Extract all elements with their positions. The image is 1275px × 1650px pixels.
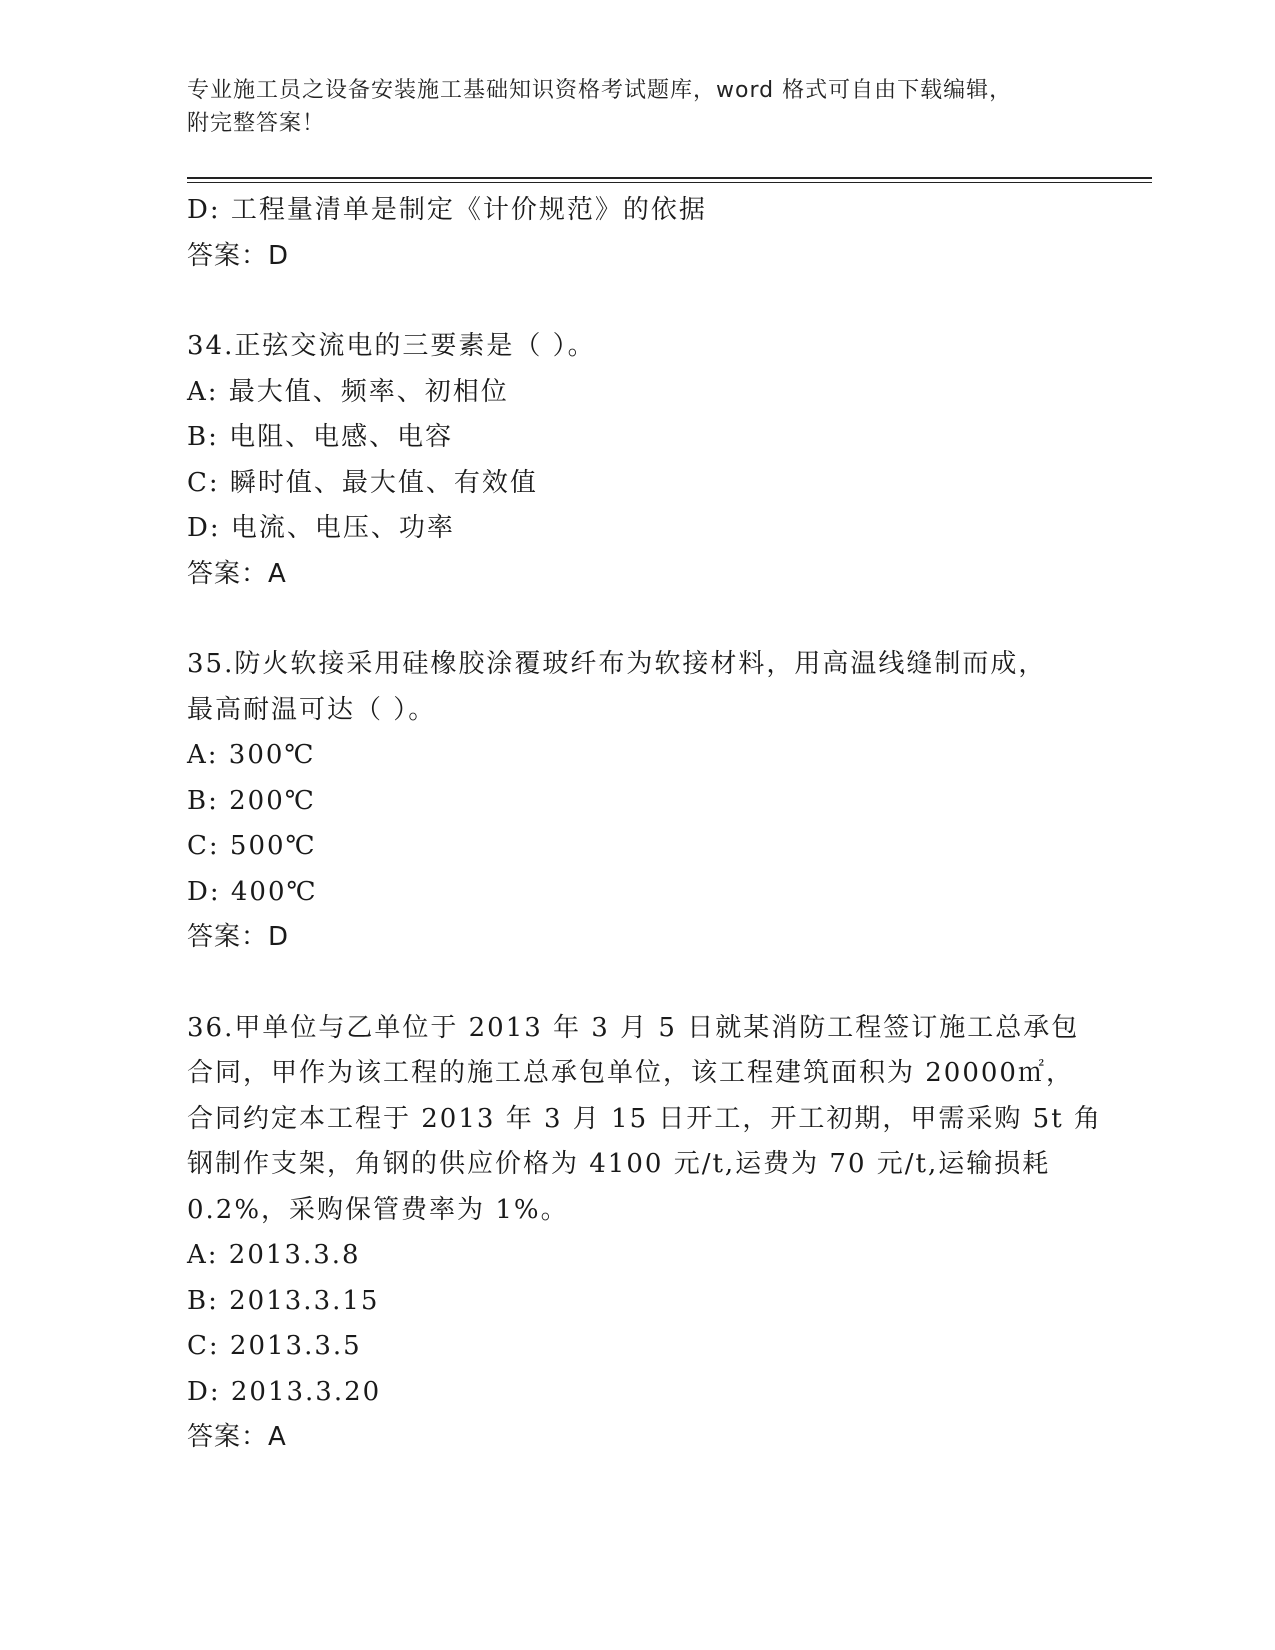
question-33	[187, 188, 1087, 279]
question-stem: 34.正弦交流电的三要素是（ ）。	[187, 331, 596, 361]
question-35	[187, 642, 1087, 961]
answer: 答案：A	[187, 558, 287, 589]
question-stem-line-5: 0.2%，采购保管费率为 1%。	[187, 1194, 569, 1225]
answer: 答案：A	[187, 1422, 287, 1452]
header-line-1: 专业施工员之设备安装施工基础知识资格考试题库，word 格式可自由下载编辑，	[187, 78, 1013, 103]
option-a: A: 300℃	[187, 740, 316, 770]
spacer	[187, 961, 1087, 1006]
option-c: C: 2013.3.5	[187, 1331, 362, 1361]
question-stem-line-1: 36.甲单位与乙单位于 2013 年 3 月 5 日就某消防工程签订施工总承包	[187, 1012, 1080, 1043]
question-stem-line-4: 钢制作支架，角钢的供应价格为 4100 元/t,运费为 70 元/t,运输损耗	[187, 1149, 1051, 1179]
answer: 答案：D	[187, 922, 290, 952]
spacer	[187, 279, 1087, 324]
header-divider-thin	[187, 182, 1152, 183]
option-d: D: 2013.3.20	[187, 1376, 382, 1407]
option-b: B: 2013.3.15	[187, 1285, 380, 1316]
spacer	[187, 597, 1087, 642]
option-d: D: 400℃	[187, 876, 318, 907]
option-d: D: 工程量清单是制定《计价规范》的依据	[187, 195, 707, 225]
option-a: A: 最大值、频率、初相位	[187, 376, 509, 407]
header-divider-thick	[187, 177, 1152, 179]
document-header	[187, 74, 1087, 140]
option-d: D: 电流、电压、功率	[187, 513, 455, 543]
option-b: B: 200℃	[187, 785, 316, 816]
question-36	[187, 1006, 1102, 1461]
option-a: A: 2013.3.8	[187, 1240, 361, 1270]
question-34	[187, 324, 1087, 597]
question-stem-line-3: 合同约定本工程于 2013 年 3 月 15 日开工，开工初期，甲需采购 5t 角	[187, 1103, 1102, 1134]
question-stem-line-1: 35.防火软接采用硅橡胶涂覆玻纤布为软接材料，用高温线缝制而成，	[187, 649, 1047, 679]
question-stem-line-2: 合同，甲作为该工程的施工总承包单位，该工程建筑面积为 20000㎡，	[187, 1058, 1074, 1088]
answer: 答案：D	[187, 240, 290, 271]
question-stem-line-2: 最高耐温可达（ ）。	[187, 694, 437, 725]
header-line-2: 附完整答案！	[187, 111, 326, 136]
option-c: C: 500℃	[187, 831, 317, 861]
option-b: B: 电阻、电感、电容	[187, 422, 454, 452]
question-list	[187, 188, 1102, 1461]
option-c: C: 瞬时值、最大值、有效值	[187, 467, 538, 498]
